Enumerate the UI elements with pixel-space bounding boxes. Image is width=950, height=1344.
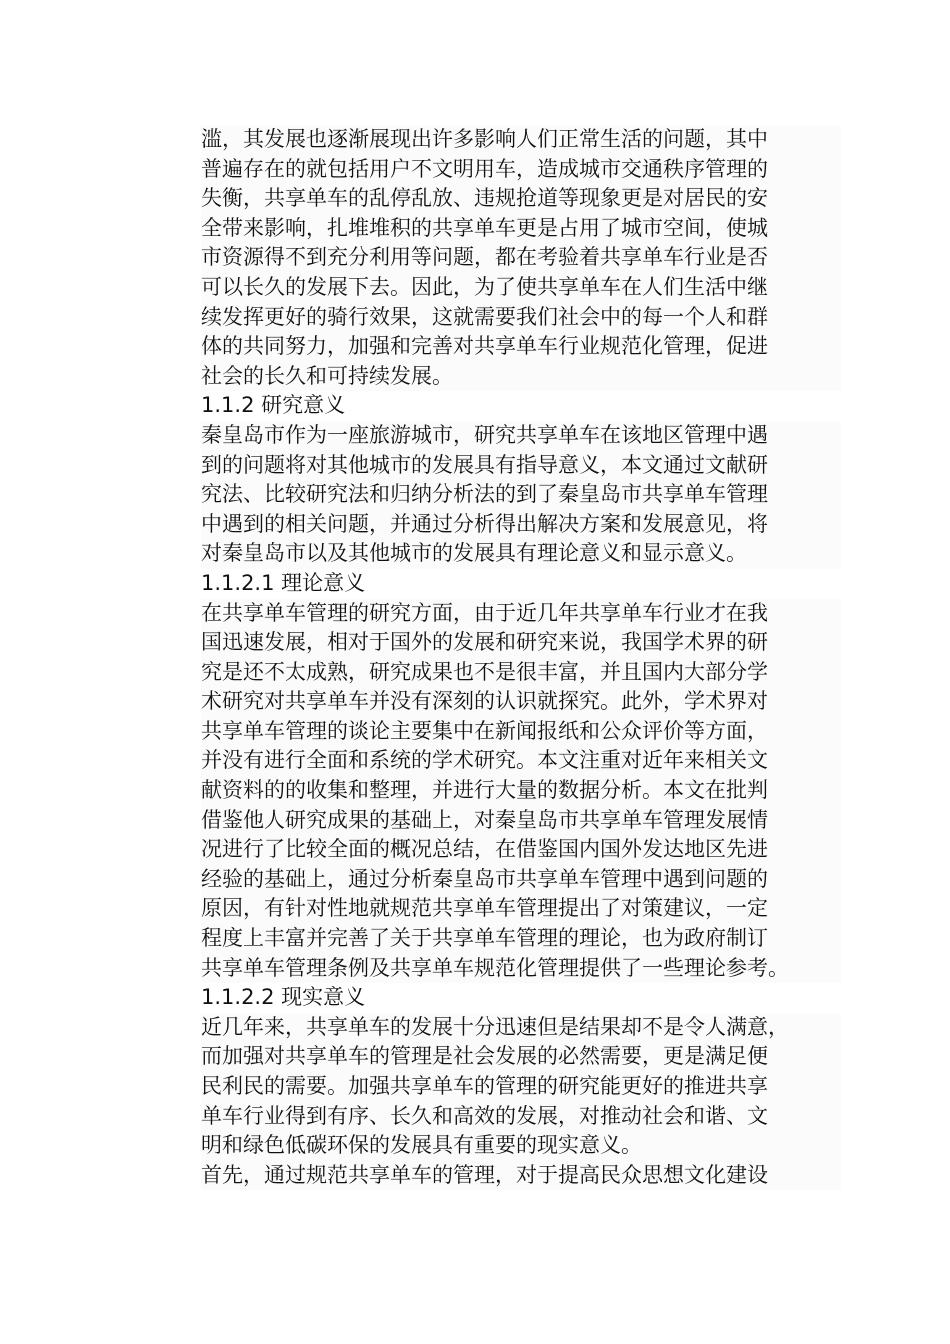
paragraph-1: [201, 125, 841, 391]
text-line: 市资源得不到充分利用等问题，都在考验着共享单车行业是否: [201, 243, 841, 273]
text-line: 社会的长久和可持续发展。: [201, 362, 841, 392]
text-line: 究是还不太成熟，研究成果也不是很丰富，并且国内大部分学: [201, 658, 841, 688]
text-line: 对秦皇岛市以及其他城市的发展具有理论意义和显示意义。: [201, 539, 841, 569]
text-line: 献资料的的收集和整理，并进行大量的数据分析。本文在批判: [201, 776, 841, 806]
subsection-heading: 1.1.2.1 理论意义: [201, 569, 841, 599]
text-line: 单车行业得到有序、长久和高效的发展，对推动社会和谐、文: [201, 1102, 841, 1132]
text-line: 在共享单车管理的研究方面，由于近几年共享单车行业才在我: [201, 599, 841, 629]
paragraph-2: [201, 421, 841, 569]
text-line: 原因，有针对性地就规范共享单车管理提出了对策建议，一定: [201, 894, 841, 924]
text-line: 失衡，共享单车的乱停乱放、违规抢道等现象更是对居民的安: [201, 184, 841, 214]
text-line: 首先，通过规范共享单车的管理，对于提高民众思想文化建设: [201, 1161, 841, 1191]
text-line: 究法、比较研究法和归纳分析法的到了秦皇岛市共享单车管理: [201, 480, 841, 510]
paragraph-5: [201, 1161, 841, 1191]
text-line: 体的共同努力，加强和完善对共享单车行业规范化管理，促进: [201, 332, 841, 362]
text-line: 况进行了比较全面的概况总结，在借鉴国内国外发达地区先进: [201, 835, 841, 865]
text-line: 共享单车管理的谈论主要集中在新闻报纸和公众评价等方面，: [201, 717, 841, 747]
text-line: 术研究对共享单车并没有深刻的认识就探究。此外，学术界对: [201, 687, 841, 717]
text-line: 经验的基础上，通过分析秦皇岛市共享单车管理中遇到问题的: [201, 865, 841, 895]
paragraph-4: [201, 1013, 841, 1161]
text-line: 民利民的需要。加强共享单车的管理的研究能更好的推进共享: [201, 1072, 841, 1102]
document-page: [201, 125, 841, 1190]
paragraph-3: [201, 599, 841, 984]
text-line: 程度上丰富并完善了关于共享单车管理的理论，也为政府制订: [201, 924, 841, 954]
text-line: 到的问题将对其他城市的发展具有指导意义，本文通过文献研: [201, 451, 841, 481]
text-line: 秦皇岛市作为一座旅游城市，研究共享单车在该地区管理中遇: [201, 421, 841, 451]
section-heading: 1.1.2 研究意义: [201, 391, 841, 421]
text-line: 借鉴他人研究成果的基础上，对秦皇岛市共享单车管理发展情: [201, 806, 841, 836]
text-line: 续发挥更好的骑行效果，这就需要我们社会中的每一个人和群: [201, 303, 841, 333]
text-line: 国迅速发展，相对于国外的发展和研究来说，我国学术界的研: [201, 628, 841, 658]
text-line: 共享单车管理条例及共享单车规范化管理提供了一些理论参考。: [201, 954, 841, 984]
text-line: 普遍存在的就包括用户不文明用车，造成城市交通秩序管理的: [201, 155, 841, 185]
text-line: 并没有进行全面和系统的学术研究。本文注重对近年来相关文: [201, 746, 841, 776]
text-line: 可以长久的发展下去。因此，为了使共享单车在人们生活中继: [201, 273, 841, 303]
text-line: 中遇到的相关问题，并通过分析得出解决方案和发展意见，将: [201, 510, 841, 540]
subsection-heading: 1.1.2.2 现实意义: [201, 983, 841, 1013]
text-line: 而加强对共享单车的管理是社会发展的必然需要，更是满足便: [201, 1042, 841, 1072]
text-line: 滥，其发展也逐渐展现出许多影响人们正常生活的问题，其中: [201, 125, 841, 155]
text-line: 全带来影响，扎堆堆积的共享单车更是占用了城市空间，使城: [201, 214, 841, 244]
text-line: 近几年来，共享单车的发展十分迅速但是结果却不是令人满意，: [201, 1013, 841, 1043]
text-line: 明和绿色低碳环保的发展具有重要的现实意义。: [201, 1131, 841, 1161]
